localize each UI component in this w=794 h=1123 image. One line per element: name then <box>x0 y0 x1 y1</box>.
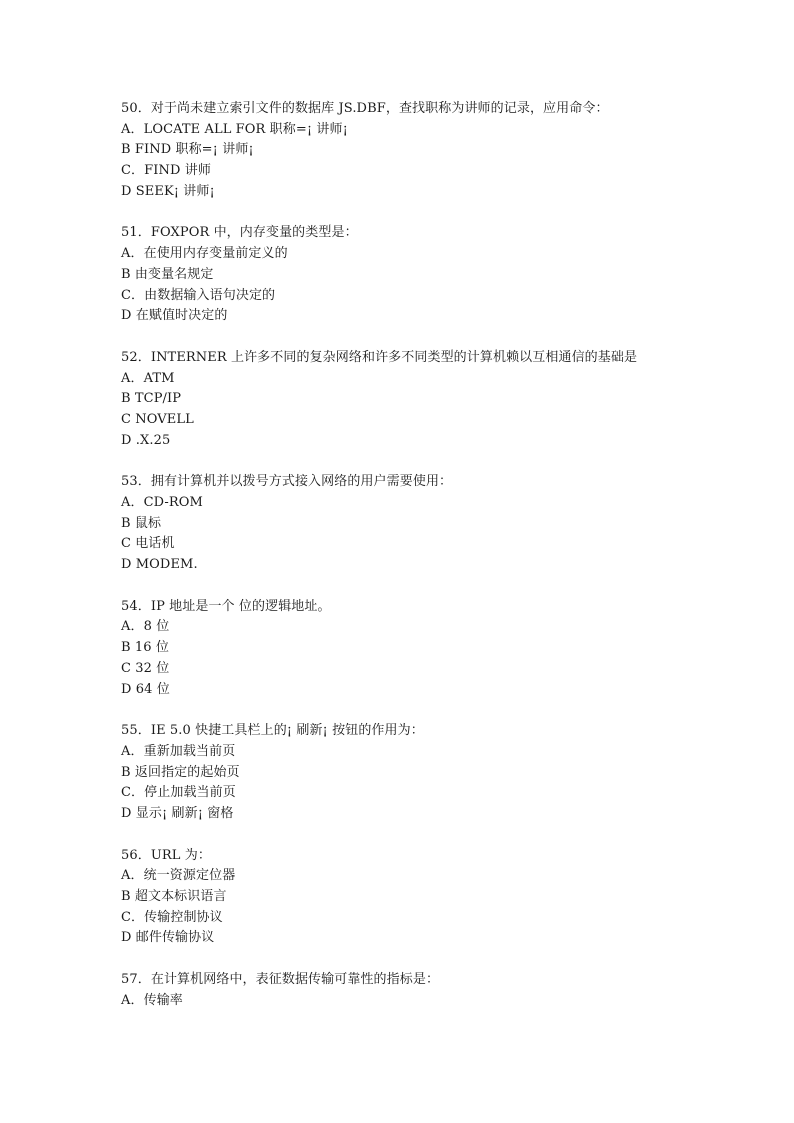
question-56 <box>121 846 721 949</box>
option-c: C．传输控制协议 <box>121 909 223 925</box>
option-b: B 超文本标识语言 <box>121 889 227 904</box>
option-d: D .X.25 <box>121 432 171 448</box>
question-stem: 51．FOXPOR 中，内存变量的类型是： <box>121 225 358 241</box>
question-54 <box>121 597 721 700</box>
option-a: A．CD-ROM <box>121 495 203 510</box>
question-stem: 50．对于尚未建立索引文件的数据库 JS.DBF，查找职称为讲师的记录，应用命令： <box>121 101 609 116</box>
question-stem: 54．IP 地址是一个 位的逻辑地址。 <box>121 598 331 614</box>
option-d: D SEEK¡ 讲师¡ <box>121 183 215 199</box>
option-c: C NOVELL <box>121 411 194 427</box>
option-c: C 电话机 <box>121 536 175 552</box>
option-b: B 返回指定的起始页 <box>121 764 240 780</box>
question-stem: 53．拥有计算机并以拨号方式接入网络的用户需要使用： <box>121 474 453 490</box>
option-c: C．FIND 讲师 <box>121 163 211 179</box>
option-a: A．传输率 <box>121 992 183 1008</box>
exam-page <box>121 99 721 1032</box>
option-a: A．ATM <box>121 370 175 386</box>
option-b: B FIND 职称=¡ 讲师¡ <box>121 142 254 158</box>
question-stem: 56．URL 为： <box>121 847 211 863</box>
question-stem: 55．IE 5.0 快捷工具栏上的¡ 刷新¡ 按钮的作用为： <box>121 723 424 739</box>
option-d: D 64 位 <box>121 681 170 697</box>
question-53 <box>121 472 721 575</box>
option-b: B TCP/IP <box>121 391 182 407</box>
option-d: D 显示¡ 刷新¡ 窗格 <box>121 805 234 821</box>
option-c: C 32 位 <box>121 660 170 676</box>
option-d: D MODEM. <box>121 557 198 573</box>
question-stem: 57．在计算机网络中，表征数据传输可靠性的指标是： <box>121 972 440 988</box>
question-51 <box>121 223 721 326</box>
question-57 <box>121 970 721 1011</box>
option-d: D 邮件传输协议 <box>121 930 215 946</box>
option-d: D 在赋值时决定的 <box>121 308 228 324</box>
option-a: A．统一资源定位器 <box>121 868 236 884</box>
option-a: A．重新加载当前页 <box>121 743 236 759</box>
option-a: A．LOCATE ALL FOR 职称=¡ 讲师¡ <box>121 121 348 137</box>
question-50 <box>121 99 721 202</box>
option-b: B 由变量名规定 <box>121 266 214 282</box>
question-stem: 52．INTERNER 上许多不同的复杂网络和许多不同类型的计算机赖以互相通信的基础是 <box>121 349 638 365</box>
question-52 <box>121 348 721 451</box>
question-55 <box>121 721 721 824</box>
option-c: C．由数据输入语句决定的 <box>121 287 276 303</box>
option-b: B 16 位 <box>121 640 169 656</box>
option-b: B 鼠标 <box>121 515 162 531</box>
option-c: C．停止加载当前页 <box>121 785 236 801</box>
option-a: A．在使用内存变量前定义的 <box>121 246 288 262</box>
option-a: A．8 位 <box>121 619 170 635</box>
